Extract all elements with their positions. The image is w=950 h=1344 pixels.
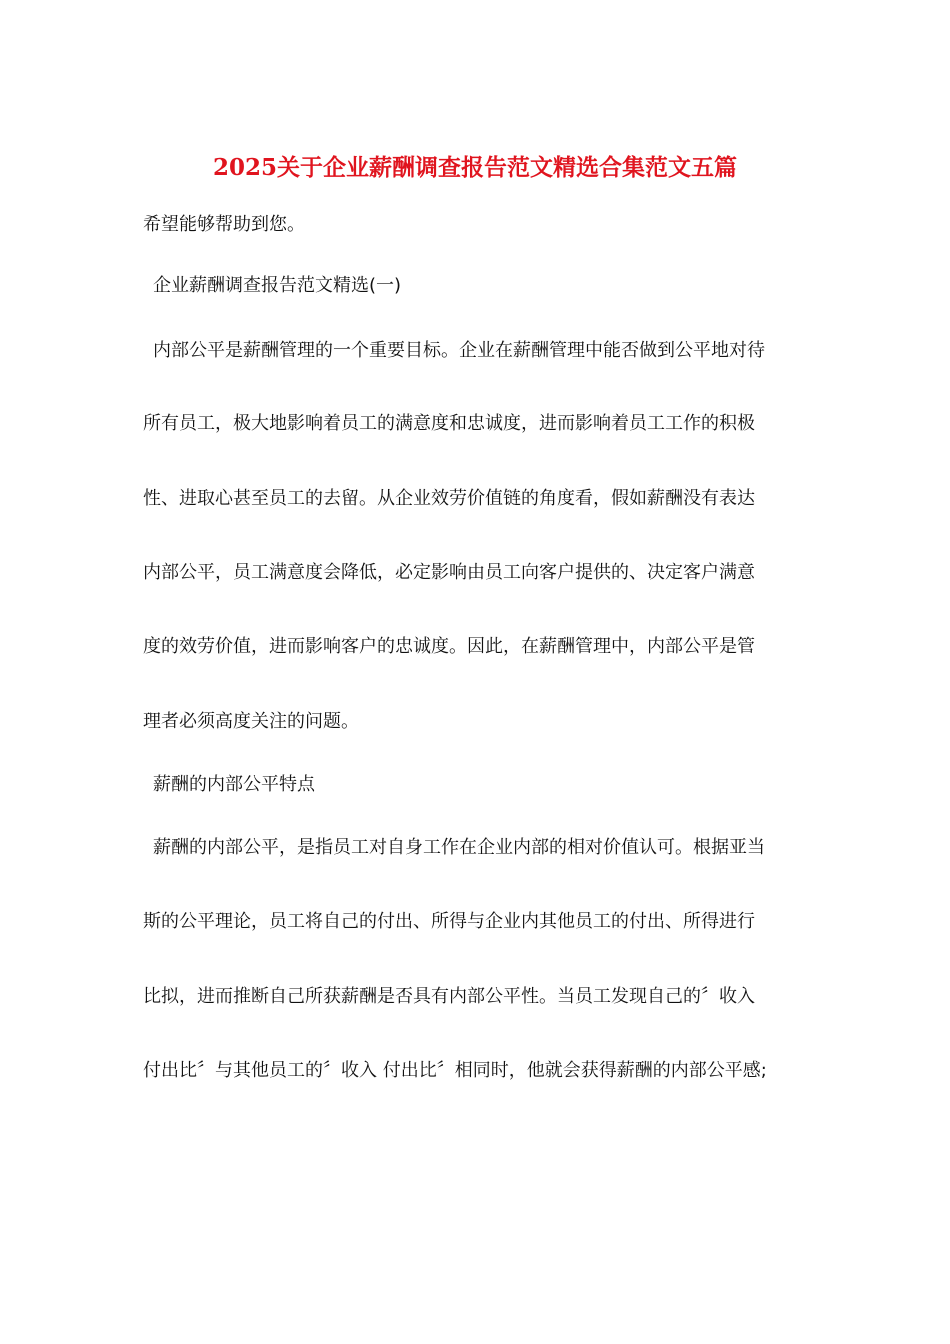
paragraph-line: 斯的公平理论，员工将自己的付出、所得与企业内其他员工的付出、所得进行: [143, 911, 755, 932]
paragraph-line: 性、进取心甚至员工的去留。从企业效劳价值链的角度看，假如薪酬没有表达: [143, 488, 755, 509]
paragraph-line: 理者必须高度关注的问题。: [143, 711, 359, 732]
section-heading: 企业薪酬调查报告范文精选(一): [153, 275, 402, 296]
paragraph-line: 度的效劳价值，进而影响客户的忠诚度。因此，在薪酬管理中，内部公平是管: [143, 636, 755, 657]
paragraph-line: 比拟，进而推断自己所获薪酬是否具有内部公平性。当员工发现自己的〞收入: [143, 986, 755, 1007]
paragraph-line: 内部公平，员工满意度会降低，必定影响由员工向客户提供的、决定客户满意: [143, 562, 755, 583]
document-title: 2025关于企业薪酬调查报告范文精选合集范文五篇: [212, 154, 737, 181]
paragraph-line: 薪酬的内部公平，是指员工对自身工作在企业内部的相对价值认可。根据亚当: [153, 837, 765, 858]
paragraph-line: 付出比〞与其他员工的〞收入 付出比〞相同时，他就会获得薪酬的内部公平感;: [143, 1060, 767, 1081]
paragraph-line: 所有员工，极大地影响着员工的满意度和忠诚度，进而影响着员工工作的积极: [143, 413, 755, 434]
paragraph-line: 内部公平是薪酬管理的一个重要目标。企业在薪酬管理中能否做到公平地对待: [153, 340, 765, 361]
intro-text: 希望能够帮助到您。: [143, 214, 305, 235]
subheading: 薪酬的内部公平特点: [153, 774, 315, 795]
